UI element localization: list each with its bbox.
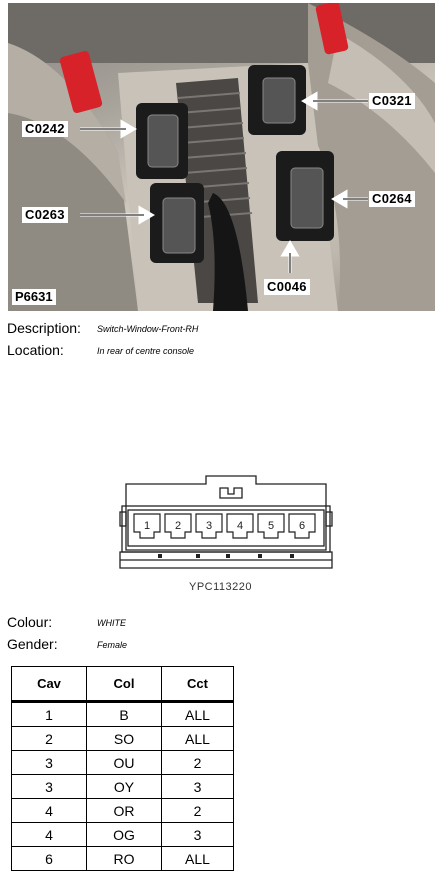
cell-col: OU	[87, 751, 162, 775]
table-row	[12, 799, 234, 823]
pin-number-label: 4	[236, 520, 244, 532]
header-col: Col	[87, 667, 162, 702]
gender-label: Gender:	[7, 636, 58, 652]
table-row	[12, 823, 234, 847]
pin-number-label: 1	[143, 520, 151, 532]
cell-cav: 2	[12, 727, 87, 751]
pin-number-label: 3	[205, 520, 213, 532]
cell-cct: 2	[162, 799, 234, 823]
pin-number-label: 5	[267, 520, 275, 532]
callout-c0263: C0263	[22, 207, 68, 223]
callout-c0046: C0046	[264, 279, 310, 295]
table-row	[12, 727, 234, 751]
description-row	[7, 320, 198, 336]
callout-c0242: C0242	[22, 121, 68, 137]
table-header-row	[12, 667, 234, 702]
cell-col: OY	[87, 775, 162, 799]
callout-c0321: C0321	[369, 93, 415, 109]
cell-cav: 3	[12, 751, 87, 775]
description-label: Description:	[7, 320, 81, 336]
description-value: Switch-Window-Front-RH	[97, 324, 199, 334]
colour-label: Colour:	[7, 614, 53, 630]
component-photo	[8, 3, 435, 311]
cell-cav: 1	[12, 702, 87, 727]
cell-cct: 3	[162, 775, 234, 799]
cell-cct: ALL	[162, 847, 234, 871]
cell-cav: 3	[12, 775, 87, 799]
cell-cav: 4	[12, 799, 87, 823]
colour-value: WHITE	[97, 618, 126, 628]
cell-cav: 6	[12, 847, 87, 871]
header-cav: Cav	[12, 667, 87, 702]
cell-cct: 2	[162, 751, 234, 775]
console-illustration	[8, 3, 435, 311]
connector-face-diagram	[118, 472, 334, 578]
cell-col: RO	[87, 847, 162, 871]
cell-cct: 3	[162, 823, 234, 847]
pinout-table	[11, 666, 234, 871]
pin-number-label: 2	[174, 520, 182, 532]
table-row	[12, 702, 234, 727]
photo-id-label: P6631	[12, 289, 56, 305]
location-label: Location:	[7, 342, 64, 358]
table-row	[12, 847, 234, 871]
connector-part-number: YPC113220	[188, 581, 252, 593]
gender-value: Female	[97, 640, 128, 650]
cell-cav: 4	[12, 823, 87, 847]
header-cct: Cct	[162, 667, 234, 702]
cell-col: OG	[87, 823, 162, 847]
gender-row	[7, 636, 127, 652]
callout-c0264: C0264	[369, 191, 415, 207]
table-row	[12, 775, 234, 799]
cell-cct: ALL	[162, 702, 234, 727]
cell-col: OR	[87, 799, 162, 823]
colour-row	[7, 614, 126, 630]
location-row	[7, 342, 194, 358]
cell-cct: ALL	[162, 727, 234, 751]
table-row	[12, 751, 234, 775]
location-value: In rear of centre console	[97, 346, 195, 356]
cell-col: B	[87, 702, 162, 727]
cell-col: SO	[87, 727, 162, 751]
pin-number-label: 6	[298, 520, 306, 532]
